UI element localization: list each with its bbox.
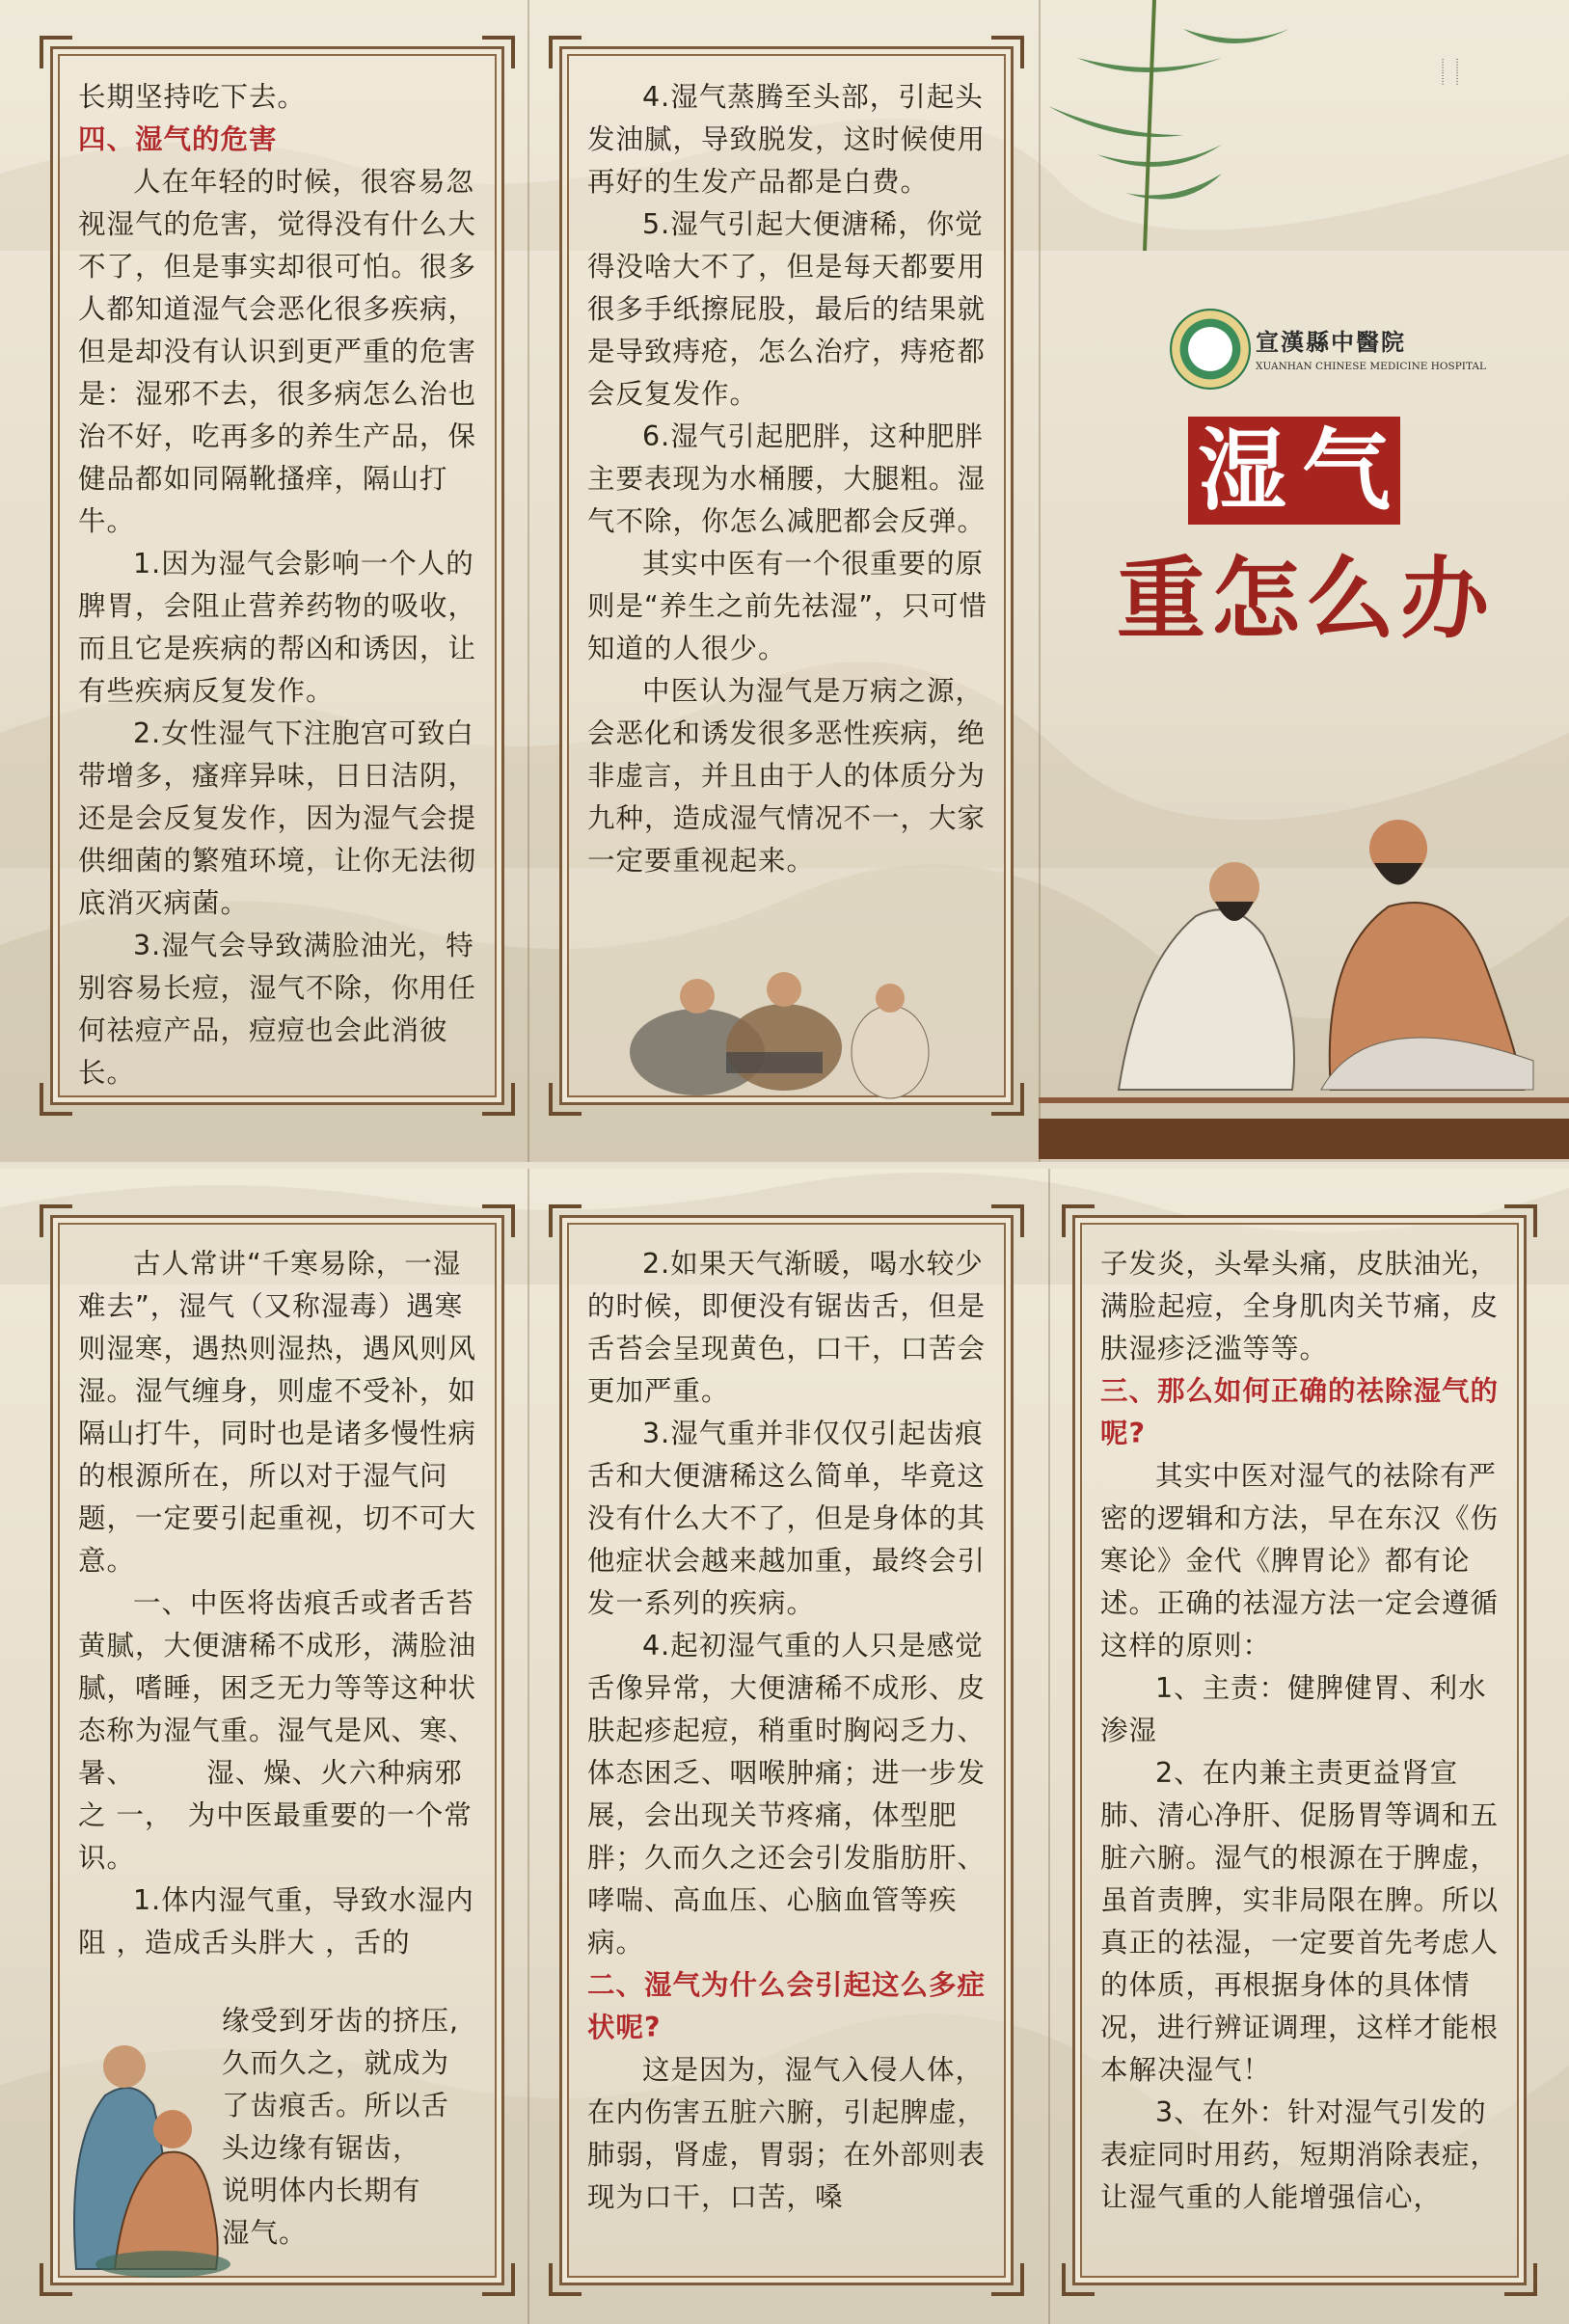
vertical-inscription: ·········· [1451,58,1461,86]
hospital-logo-icon [1170,309,1251,390]
title-line-2: 重怎么办 [1117,547,1496,651]
paragraph: 子发炎，头晕头痛，皮肤油光，满脸起痘，全身肌肉关节痛，皮肤湿疹泛滥等等。 [1100,1248,1500,1365]
panel-2-text [587,76,989,882]
text-panel-4 [50,1215,504,2285]
paragraph: 长期坚持吃下去。 [78,81,307,113]
paragraph: 人在年轻的时候，很容易忽视湿气的危害，觉得没有什么大不了，但是事实却很可怕。很多人都知道湿气会恶化很多疾病，但是却没有认识到更严重的危害是：湿邪不去，很多病怎么治也治不好，吃再多的养生产品，保健品都如同隔靴搔痒，隔山打牛。 [78,166,477,537]
fold-line [528,1169,529,2324]
frame-corner [40,1083,72,1116]
frame-corner [991,1204,1024,1237]
paragraph: 缘受到牙齿的挤压, [222,2005,460,2037]
frame-corner [40,1204,72,1237]
paragraph: 其实中医对湿气的祛除有严密的逻辑和方法，早在东汉《伤寒论》金代《脾胃论》都有论述。正确的祛湿方法一定会遵循这样的原则： [1100,1460,1500,1662]
frame-corner [549,2263,582,2296]
paragraph: 中医认为湿气是万病之源，会恶化和诱发很多恶性疾病，绝非虚言，并且由于人的体质分为九种，造成湿气情况不一，大家一定要重视起来。 [587,675,987,877]
frame-corner [549,1204,582,1237]
frame-corner [482,2263,515,2296]
text-panel-5 [559,1215,1014,2285]
panel-6-text [1100,1243,1502,2219]
hospital-name-en: XUANHAN CHINESE MEDICINE HOSPITAL [1256,361,1486,372]
paragraph: 头边缘有锯齿， [222,2132,421,2164]
section-heading: 四、湿气的危害 [78,123,278,155]
paragraph: 4.起初湿气重的人只是感觉舌像异常，大便溏稀不成形、皮肤起疹起痘，稍重时胸闷乏力、体态困乏、咽喉肿痛；进一步发展，会出现关节疼痛，体型肥胖；久而久之还会引发脂肪肝、哮喘、高血压、心脑血管等疾病。 [587,1630,987,1959]
frame-corner [1504,2263,1537,2296]
title-char-2: 气 [1292,417,1400,525]
cover-stripe [1039,1097,1569,1103]
fold-line [1048,1169,1050,2324]
paragraph: 3、在外：针对湿气引发的表症同时用药，短期消除表症，让湿气重的人能增强信心， [1100,2096,1500,2213]
frame-corner [991,2263,1024,2296]
paragraph: 湿气。 [222,2217,308,2249]
section-heading: 三、那么如何正确的祛除湿气的呢? [1100,1375,1500,1449]
paragraph: 久而久之，就成为 [222,2047,450,2079]
text-panel-1 [50,46,504,1105]
panel-5-text [587,1243,989,2219]
title-char-1: 湿 [1188,417,1296,525]
hospital-name [1256,323,1486,372]
massage-illustration [57,1989,230,2279]
sages-illustration [1080,771,1543,1099]
paragraph: 了齿痕舌。所以舌 [222,2090,450,2121]
paragraph: 其实中医有一个很重要的原则是“养生之前先祛湿”，只可惜知道的人很少。 [587,548,988,664]
frame-corner [482,1083,515,1116]
frame-corner [549,1083,582,1116]
bamboo-decoration [1039,0,1328,251]
frame-corner [991,36,1024,68]
frame-corner [991,1083,1024,1116]
paragraph: 4.湿气蒸腾至头部，引起头发油腻，导致脱发，这时候使用再好的生发产品都是白费。 [587,81,987,198]
text-panel-6 [1072,1215,1527,2285]
paragraph: 一、中医将齿痕舌或者舌苔黄腻，大便溏稀不成形，满脸油腻，嗜睡，困乏无力等等这种状态称为湿气重。湿气是风、寒、暑、 湿、燥、火六种病邪之 一， 为中医最重要的一个常识。 [78,1587,477,1874]
paragraph: 古人常讲“千寒易除，一湿难去”，湿气（又称湿毒）遇寒则湿寒，遇热则湿热，遇风则风湿。湿气缠身，则虚不受补，如隔山打牛，同时也是诸多慢性病的根源所在，所以对于湿气问题，一定要引起重视，切不可大意。 [78,1248,477,1577]
cover-bottom-bar [1039,1119,1569,1159]
frame-corner [1062,1204,1095,1237]
panel-4-text [78,1243,480,1964]
brochure-inner-side [0,1169,1569,2324]
frame-corner [40,36,72,68]
frame-corner [1062,2263,1095,2296]
paragraph: 3.湿气重并非仅仅引起齿痕舌和大便溏稀这么简单，毕竟这没有什么大不了，但是身体的其他症状会越来越加重，最终会引发一系列的疾病。 [587,1418,987,1619]
paragraph: 2.女性湿气下注胞宫可致白带增多，瘙痒异味，日日洁阴，还是会反复发作，因为湿气会提供细菌的繁殖环境，让你无法彻底消灭病菌。 [78,717,477,919]
panel-1-text [78,76,480,1094]
paragraph: 5.湿气引起大便溏稀，你觉得没啥大不了，但是每天都要用很多手纸擦屁股，最后的结果就是导致痔疮，怎么治疗，痔疮都会反复发作。 [587,208,987,410]
paragraph: 2.如果天气渐暖，喝水较少的时候，即便没有锯齿舌，但是舌苔会呈现黄色，口干，口苦会更加严重。 [587,1248,987,1407]
frame-corner [1504,1204,1537,1237]
hospital-name-cn: 宣漢縣中醫院 [1256,328,1406,356]
frame-corner [549,36,582,68]
elders-illustration [620,936,938,1100]
paragraph: 3.湿气会导致满脸油光，特别容易长痘，湿气不除，你用任何祛痘产品，痘痘也会此消彼长。 [78,930,477,1089]
frame-corner [482,36,515,68]
paragraph: 1、主责：健脾健胃、利水渗湿 [1100,1672,1487,1746]
paragraph: 1.体内湿气重，导致水湿内阻 ，造成舌头胖大 ，舌的 [78,1884,474,1959]
fold-line [528,0,529,1162]
section-heading: 二、湿气为什么会引起这么多症状呢? [587,1969,987,2043]
frame-corner [482,1204,515,1237]
vertical-inscription: ·········· [1437,58,1447,86]
panel-4-wrap-text [222,2000,480,2255]
text-panel-2 [559,46,1014,1105]
paragraph: 1.因为湿气会影响一个人的脾胃，会阻止营养药物的吸收，而且它是疾病的帮凶和诱因，让有些疾病反复发作。 [78,548,477,707]
paragraph: 这是因为，湿气入侵人体，在内伤害五脏六腑，引起脾虚，肺弱，肾虚，胃弱；在外部则表现为口干，口苦，嗓 [587,2054,987,2213]
paragraph: 6.湿气引起肥胖，这种肥胖主要表现为水桶腰，大腿粗。湿气不除，你怎么减肥都会反弹。 [587,420,987,537]
paragraph: 2、在内兼主责更益肾宣肺、清心净肝、促肠胃等调和五脏六腑。湿气的根源在于脾虚，虽首责脾，实非局限在脾。所以真正的祛湿，一定要首先考虑人的体质，再根据身体的具体情况，进行辨证调理，这样才能根本解决湿气！ [1100,1757,1500,2086]
paragraph: 说明体内长期有 [222,2175,421,2206]
